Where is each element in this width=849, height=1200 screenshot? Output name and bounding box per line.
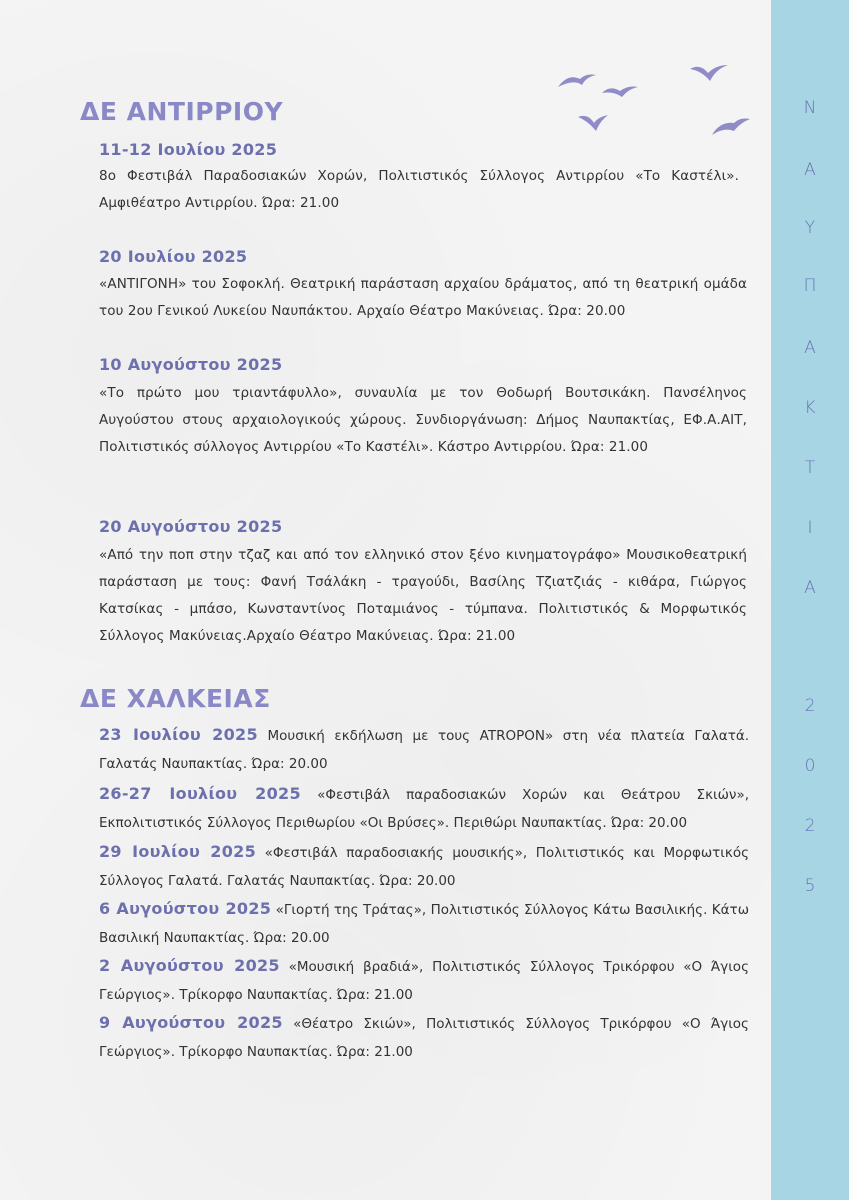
sidebar-letter: 0 [804,756,816,776]
bird-icon [690,65,728,81]
sidebar-letter: Τ [804,458,816,478]
list-item [99,838,749,895]
bird-icon [712,119,750,136]
event-date: 29 Ιουλίου 2025 [99,842,257,861]
event-description: «Το πρώτο μου τριαντάφυλλο», συναυλία με τον Θοδωρή Βουτσικάκη. Πανσέληνος Αυγούστου στους αρχαιολογικούς χώρους. Συνδιοργάνωση: Δήμος Ναυπακτίας, ΕΦ.Α.ΑΙΤ, Πολιτιστικός σύλλογος Αντιρρίου «Το Καστέλι». Κάστρο Αντιρρίου. Ώρα: 21.00 [99,385,747,455]
section-title: ΔΕ ΑΝΤΙΡΡΙΟΥ [80,97,284,126]
section-title: ΔΕ ΧΑΛΚΕΙΑΣ [80,684,271,713]
event-date: 26-27 Ιουλίου 2025 [99,784,301,803]
list-item [99,1009,749,1066]
sidebar-letter: Ν [803,98,817,118]
event-description: «Μουσική βραδιά», Πολιτιστικός Σύλλογος Τρικόρφου «Ο Άγιος Γεώργιος». Τρίκορφο Ναυπακτίας. Ώρα: 21.00 [99,959,749,1003]
event-date: 2 Αυγούστου 2025 [99,956,280,975]
sidebar-letter: Κ [804,398,816,418]
list-item [99,895,749,952]
bird-icon [578,115,608,131]
event-description: «Φεστιβάλ παραδοσιακής μουσικής», Πολιτιστικός και Μορφωτικός Σύλλογος Γαλατά. Γαλατάς Ναυπακτίας. Ώρα: 20.00 [99,845,750,889]
sidebar-letter: 5 [804,876,816,896]
birds-decoration [550,55,760,145]
list-item [99,952,749,1009]
event-description: «Γιορτή της Τράτας», Πολιτιστικός Σύλλογος Κάτω Βασιλικής. Κάτω Βασιλική Ναυπακτίας. Ώρα: 20.00 [99,902,749,946]
sidebar-letter: Π [803,276,817,296]
event-date: 9 Αυγούστου 2025 [99,1013,283,1032]
event-description: «ΑΝΤΙΓΟΝΗ» του Σοφοκλή. Θεατρική παράσταση αρχαίου δράματος, από τη θεατρική ομάδα του 2ου Γενικού Λυκείου Ναυπάκτου. Αρχαίο Θέατρο Μακύνειας. Ώρα: 20.00 [99,276,747,319]
bird-icon [558,75,596,88]
sidebar-letter: Α [804,160,816,180]
event-description: «Φεστιβάλ παραδοσιακών Χορών και Θεάτρου Σκιών», Εκπολιτιστικός Σύλλογος Περιθωρίου «Οι Βρύσες». Περιθώρι Ναυπακτίας. Ώρα: 20.00 [99,787,750,831]
sidebar-letter: Ι [807,518,813,538]
sidebar-letter: Υ [804,218,816,238]
event-date: 10 Αυγούστου 2025 [99,355,283,374]
sidebar-letter: 2 [804,816,816,836]
sidebar [771,0,849,1200]
event-description: 8ο Φεστιβάλ Παραδοσιακών Χορών, Πολιτιστικός Σύλλογος Αντιρρίου «Το Καστέλι». Αμφιθέατρο Αντιρρίου. Ώρα: 21.00 [99,168,739,211]
list-item [99,721,749,778]
bird-icon [602,87,638,98]
event-description: «Από την ποπ στην τζαζ και από τον ελληνικό στον ξένο κινηματογράφο» Μουσικοθεατρική παράσταση με τους: Φανή Τσάλάκη - τραγούδι, Βασίλης Τζιατζιάς - κιθάρα, Γιώργος Κατσίκας - μπάσο, Κωνσταντίνος Ποταμιάνος - τύμπανα. Πολιτιστικός & Μορφωτικός Σύλλογος Μακύνειας.Αρχαίο Θέατρο Μακύνειας. Ώρα: 21.00 [99,547,747,644]
event-date: 11-12 Ιουλίου 2025 [99,140,278,159]
sidebar-letter: Α [804,338,816,358]
event-date: 20 Ιουλίου 2025 [99,247,248,266]
list-item [99,780,749,837]
event-date: 6 Αυγούστου 2025 [99,899,272,918]
event-description: Μουσική εκδήλωση με τους ATROPON» στη νέα πλατεία Γαλατά. Γαλατάς Ναυπακτίας. Ώρα: 20.00 [99,728,750,772]
event-date: 23 Ιουλίου 2025 [99,725,258,744]
sidebar-letter: Α [804,578,816,598]
sidebar-letter: 2 [804,696,816,716]
event-description: «Θέατρο Σκιών», Πολιτιστικός Σύλλογος Τρικόρφου «Ο Άγιος Γεώργιος». Τρίκορφο Ναυπακτίας. Ώρα: 21.00 [99,1016,749,1060]
event-date: 20 Αυγούστου 2025 [99,517,283,536]
